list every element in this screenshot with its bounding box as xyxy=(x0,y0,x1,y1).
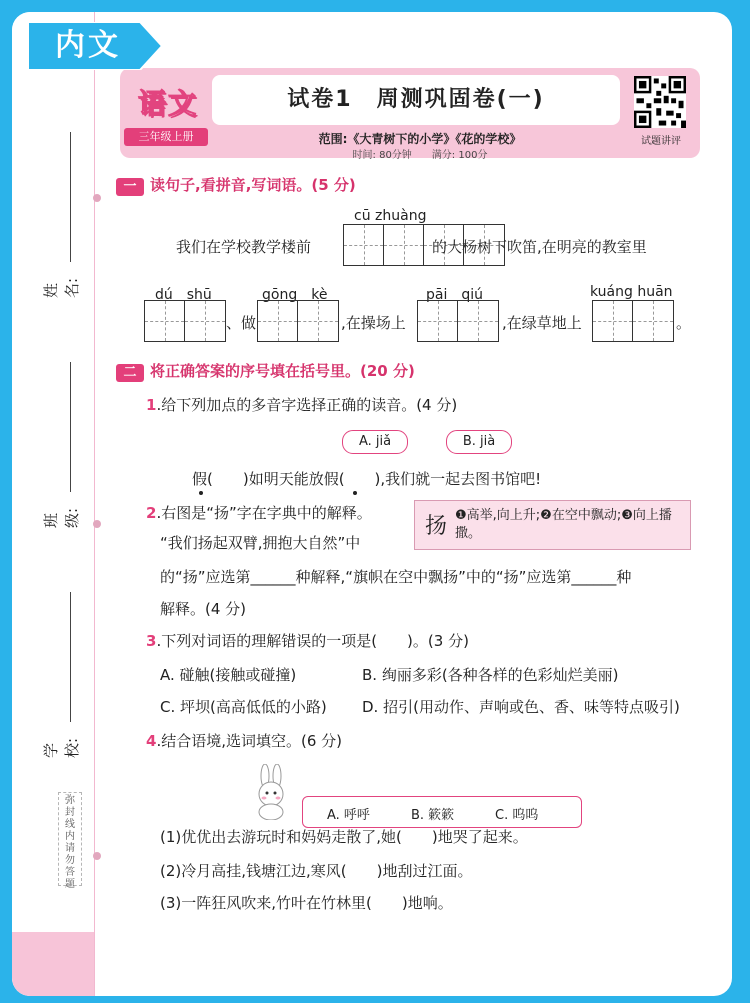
option-d: D. 招引(用动作、声响或色、香、味等特点吸引) xyxy=(362,698,680,716)
sentence-text: 的大杨树下吹笛,在明亮的教室里 xyxy=(432,238,647,256)
school-label: 学校: xyxy=(42,737,81,758)
sentence-text: 、做 xyxy=(226,314,257,332)
pinyin: pāi qiú xyxy=(426,287,484,303)
title-box xyxy=(212,75,620,125)
fill-sentence-2: (2)冷月高挂,钱塘江边,寒风( )地刮过江面。 xyxy=(160,862,473,880)
word-option-a: A. 呼呼 xyxy=(327,808,370,823)
section-heading xyxy=(116,360,415,382)
seal-char: 线 xyxy=(65,819,75,830)
tag-label: 内文 xyxy=(55,28,121,63)
question-3 xyxy=(146,630,469,651)
question-text: .下列对词语的理解错误的一项是( )。(3 分) xyxy=(156,632,469,650)
word-option-b: B. 簌簌 xyxy=(411,808,455,823)
section-heading xyxy=(116,174,356,196)
exam-header xyxy=(120,68,700,161)
option-a: A. 碰触(接触或碰撞) xyxy=(160,666,297,684)
pinyin: cū zhuàng xyxy=(354,208,427,224)
content-tag xyxy=(28,22,162,70)
question-number: 2 xyxy=(146,504,157,522)
name-line[interactable] xyxy=(70,132,71,262)
qr-code-icon[interactable] xyxy=(634,76,686,128)
question-2 xyxy=(146,502,372,523)
sentence-text: 我们在学校教学楼前 xyxy=(176,238,312,256)
dictionary-box xyxy=(414,500,691,550)
option-a-bubble: A. jiǎ xyxy=(342,430,408,454)
question-text: .给下列加点的多音字选择正确的读音。(4 分) xyxy=(156,396,458,414)
option-b-bubble: B. jià xyxy=(446,430,512,454)
writing-grid[interactable] xyxy=(257,300,339,342)
question-text: 解释。(4 分) xyxy=(160,600,247,618)
word-option-c: C. 呜呜 xyxy=(495,808,539,823)
emphasis-dot xyxy=(199,491,203,495)
question-text: .右图是“扬”字在字典中的解释。 xyxy=(156,504,372,522)
subject-title: 语文 xyxy=(138,87,199,120)
section-number: 一 xyxy=(116,178,144,196)
fill-sentence-3: (3)一阵狂风吹来,竹叶在竹林里( )地响。 xyxy=(160,894,453,912)
seal-notice xyxy=(58,792,82,890)
section-title: 读句子,看拼音,写词语。(5 分) xyxy=(150,176,356,194)
sentence-text: ,在绿草地上 xyxy=(502,314,582,332)
exam-range: 范围:《大青树下的小学》《花的学校》 xyxy=(318,132,522,146)
sentence-text: 。 xyxy=(676,314,692,332)
question-text: 的“扬”应选第______种解释,“旗帜在空中飘扬”中的“扬”应选第______种 xyxy=(160,568,632,586)
writing-grid[interactable] xyxy=(592,300,674,342)
question-text: .结合语境,选词填空。(6 分) xyxy=(156,732,342,750)
writing-grid[interactable] xyxy=(144,300,226,342)
exam-title: 试卷1 周测巩固卷(一) xyxy=(287,87,545,112)
option-b: B. 绚丽多彩(各种各样的色彩灿烂美丽) xyxy=(362,666,619,684)
writing-grid[interactable] xyxy=(417,300,499,342)
dictionary-char: 扬 xyxy=(425,514,448,539)
binding-dot xyxy=(93,194,101,202)
sidebar-footer xyxy=(12,932,94,996)
school-line[interactable] xyxy=(70,592,71,722)
seal-char: 题 xyxy=(65,879,75,890)
pinyin: gōng kè xyxy=(262,287,328,303)
question-1 xyxy=(146,394,457,415)
section-number: 二 xyxy=(116,364,144,382)
binding-dot xyxy=(93,852,101,860)
seal-char: 请 xyxy=(65,843,75,854)
pinyin: dú shū xyxy=(155,287,212,303)
exam-timing: 时间: 80分钟 满分: 100分 xyxy=(352,150,488,161)
binding-dot xyxy=(93,520,101,528)
binding-sidebar xyxy=(12,12,95,996)
name-label: 姓名: xyxy=(42,277,81,298)
option-c: C. 坪坝(高高低低的小路) xyxy=(160,698,327,716)
seal-char: 内 xyxy=(65,831,75,842)
section-title: 将正确答案的序号填在括号里。(20 分) xyxy=(150,362,415,380)
sentence-text: ,在操场上 xyxy=(341,314,406,332)
page-frame xyxy=(12,12,732,996)
word-options-box xyxy=(302,796,582,828)
question-number: 1 xyxy=(146,396,157,414)
seal-char: 封 xyxy=(65,807,75,818)
question-4 xyxy=(146,730,342,751)
fill-sentence-1: (1)优优出去游玩时和妈妈走散了,她( )地哭了起来。 xyxy=(160,828,528,846)
seal-char: 勿 xyxy=(65,855,75,866)
dictionary-definition: ❶高举,向上升;❷在空中飘动;❸向上播撒。 xyxy=(455,508,672,541)
qr-label: 试题讲评 xyxy=(641,136,681,147)
question-number: 4 xyxy=(146,732,157,750)
grade-badge: 三年级上册 xyxy=(124,128,208,146)
class-label: 班级: xyxy=(42,507,81,528)
seal-char: 答 xyxy=(65,867,75,878)
question-sentence: 假( )如明天能放假( ),我们就一起去图书馆吧! xyxy=(192,470,542,488)
pinyin: kuáng huān xyxy=(590,284,673,300)
emphasis-dot xyxy=(353,491,357,495)
rabbit-icon xyxy=(250,764,294,820)
seal-char: 弥 xyxy=(65,795,75,806)
question-text: “我们扬起双臂,拥抱大自然”中 xyxy=(160,534,361,552)
question-number: 3 xyxy=(146,632,157,650)
class-line[interactable] xyxy=(70,362,71,492)
